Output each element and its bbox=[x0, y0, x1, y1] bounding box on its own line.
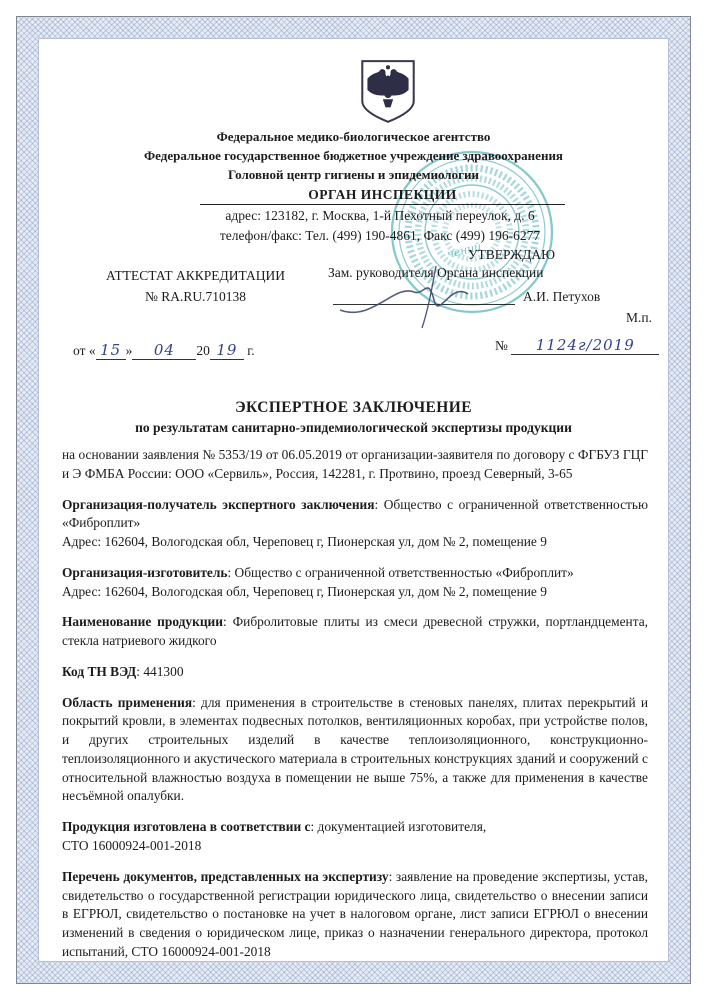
document-title-block bbox=[40, 399, 667, 436]
tnved-code-paragraph bbox=[62, 663, 648, 682]
documents-list-text: : заявление на проведение экспертизы, устав, свидетельство о государственной регистрации юридического лица, свидетельство о внесении записи в ЕГРЮЛ, свидетельство о постановке на учет в налоговом органе, лист записи ЕГРЮЛ о внесении изменений в сведения о юридическом лице, приказ о назначении генерального директора, протокол испытаний, СТО 16000924-001-2018 bbox=[62, 868, 648, 959]
manufacturer-paragraph bbox=[62, 564, 648, 602]
date-row bbox=[73, 341, 255, 360]
address-line: адрес: 123182, г. Москва, 1-й Пехотный переулок, д. 6 bbox=[225, 208, 535, 223]
made-according-line2: СТО 16000924-001-2018 bbox=[62, 838, 202, 854]
document-subtitle: по результатам санитарно-эпидемиологической экспертизы продукции bbox=[135, 420, 572, 435]
accreditation-block bbox=[88, 266, 303, 308]
phone-line: телефон/факс: Тел. (499) 190-4861, Факс (499) 196-6277 bbox=[219, 227, 541, 243]
date-month-handwritten: 04 bbox=[132, 341, 196, 360]
recipient-label: Организация-получатель экспертного заключения bbox=[62, 496, 375, 512]
documents-list-label: Перечень документов, представленных на экспертизу bbox=[62, 868, 389, 884]
header-block bbox=[40, 128, 667, 185]
made-according-label: Продукция изготовлена в соответствии с bbox=[62, 819, 311, 835]
approver-name: А.И. Петухов bbox=[523, 289, 601, 304]
recipient-text: : Общество с ограниченной ответственностью «Фиброплит» bbox=[62, 496, 648, 531]
date-year-handwritten: 19 bbox=[210, 341, 244, 360]
agency-name: Федеральное медико-биологическое агентство bbox=[216, 129, 491, 144]
manufacturer-label: Организация-изготовитель bbox=[62, 564, 228, 580]
date-suffix: г. bbox=[247, 343, 255, 358]
center-name: Головной центр гигиены и эпидемиологии bbox=[228, 166, 479, 182]
document-number-handwritten: 1124г/2019 bbox=[511, 336, 659, 355]
date-century: 20 bbox=[196, 343, 210, 358]
handwritten-signature bbox=[332, 262, 542, 332]
accreditation-number: № RA.RU.710138 bbox=[144, 288, 246, 304]
basis-text: на основании заявления № 5353/19 от 06.05.2019 от организации-заявителя по договору с ФГБУЗ ГЦГ и Э ФМБА России: ООО «Сервиль», Россия, 142281, г. Протвино, проезд Северный, 3-65 bbox=[62, 447, 648, 481]
product-paragraph bbox=[62, 613, 648, 651]
date-prefix: от « bbox=[73, 343, 96, 358]
document-number-row bbox=[495, 336, 659, 355]
inspection-body-title: ОРГАН ИНСПЕКЦИИ bbox=[200, 187, 565, 205]
accreditation-title: АТТЕСТАТ АККРЕДИТАЦИИ bbox=[105, 268, 286, 283]
date-close-quote: » bbox=[125, 343, 133, 358]
recipient-address: Адрес: 162604, Вологодская обл, Череповец г, Пионерская ул, дом № 2, помещение 9 bbox=[62, 534, 547, 550]
product-label: Наименование продукции bbox=[62, 614, 223, 630]
document-body bbox=[62, 446, 648, 974]
scope-label: Область применения bbox=[62, 694, 193, 710]
date-day-handwritten: 15 bbox=[96, 341, 126, 360]
basis-paragraph bbox=[62, 446, 648, 484]
product-text: : Фибролитовые плиты из смеси древесной стружки, портландцемента, стекла натриевого жидкого bbox=[62, 614, 648, 649]
number-label: № bbox=[495, 338, 508, 353]
seal-place-note: М.п. bbox=[626, 310, 652, 325]
document-title: ЭКСПЕРТНОЕ ЗАКЛЮЧЕНИЕ bbox=[235, 399, 472, 416]
contact-block bbox=[120, 206, 640, 245]
made-according-text: : документацией изготовителя, bbox=[310, 819, 487, 835]
approver-title: Зам. руководителя Органа инспекции bbox=[328, 265, 544, 280]
tnved-code-label: Код ТН ВЭД bbox=[62, 663, 137, 679]
recipient-paragraph bbox=[62, 496, 648, 552]
made-according-paragraph bbox=[62, 818, 648, 856]
scope-text: : для применения в строительстве в стеновых панелях, плитах перекрытий и покрытий кровли, в элементах подвесных потолков, вентиляционных коробах, при устройстве полов, и других строительных изделий в качестве теплоизоляционного, конструкционно-теплоизоляционного и акустического материала в строительных конструкциях зданий и сооружений с относительной влажностью воздуха в помещении не выше 75%, а также для применения в качестве несъёмной опалубки. bbox=[62, 694, 648, 804]
documents-list-paragraph bbox=[62, 868, 648, 962]
manufacturer-address: Адрес: 162604, Вологодская обл, Череповец г, Пионерская ул, дом № 2, помещение 9 bbox=[62, 583, 547, 599]
institution-name: Федеральное государственное бюджетное учреждение здравоохранения bbox=[144, 147, 563, 163]
manufacturer-text: : Общество с ограниченной ответственностью «Фиброплит» bbox=[227, 564, 574, 580]
stamp-fragment-text: чений bbox=[445, 239, 483, 261]
approve-label: УТВЕРЖДАЮ bbox=[468, 247, 556, 262]
scope-paragraph bbox=[62, 694, 648, 807]
tnved-code-text: : 441300 bbox=[136, 663, 184, 679]
coat-of-arms-icon bbox=[352, 58, 424, 126]
